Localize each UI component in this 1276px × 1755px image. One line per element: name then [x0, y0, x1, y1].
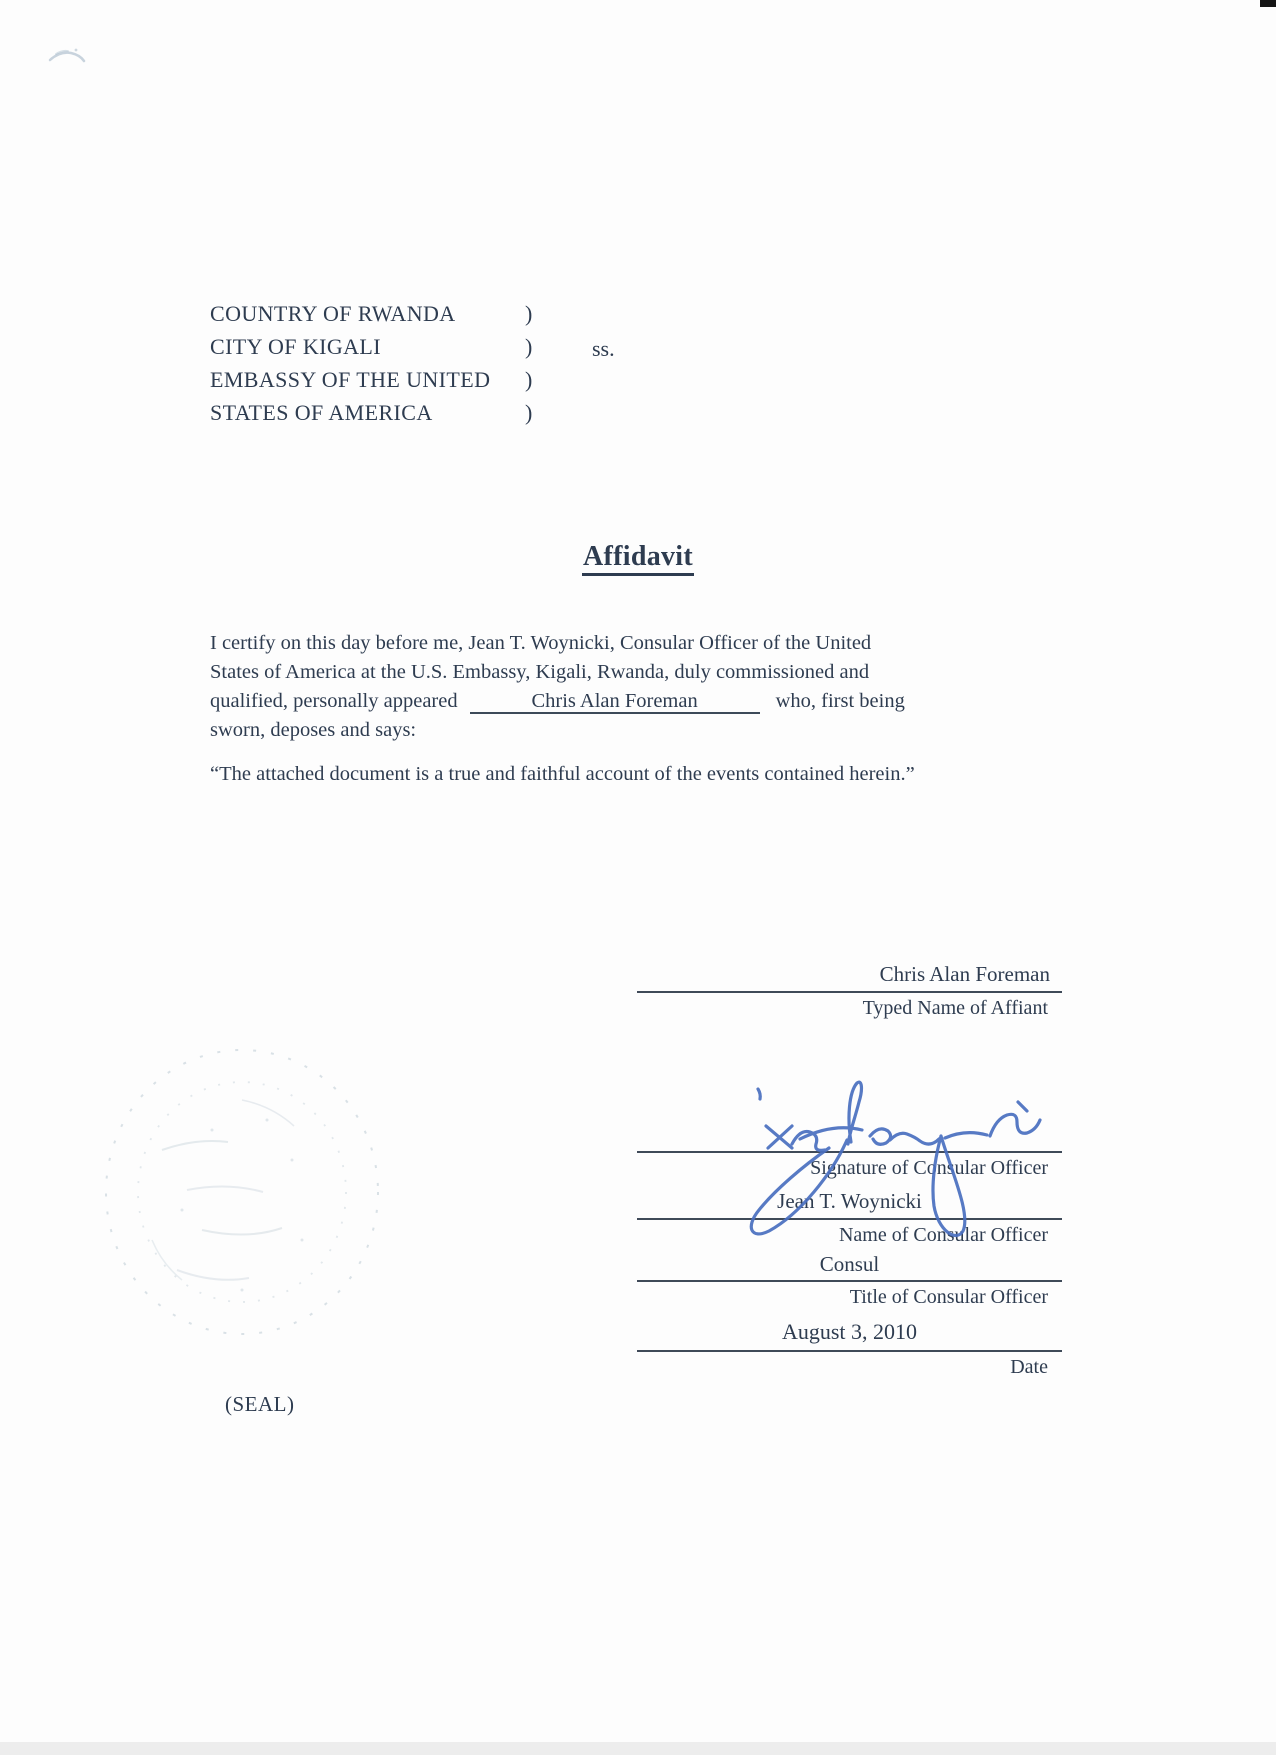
ss-label: ss.: [592, 336, 615, 361]
scanner-corner-mark: [1260, 0, 1276, 7]
date-caption: Date: [1010, 1356, 1048, 1378]
venue-label: CITY OF KIGALI: [210, 334, 381, 359]
officer-name-line: [637, 1218, 1062, 1220]
venue-row-country: [210, 301, 533, 334]
typed-name-line: [637, 991, 1062, 993]
paragraph-line-2: States of America at the U.S. Embassy, Kigali, Rwanda, duly commissioned and: [210, 661, 870, 683]
venue-paren: ): [525, 334, 533, 359]
scan-smudge-mark: [46, 38, 90, 72]
venue-block: [210, 301, 533, 433]
venue-row-states: [210, 400, 533, 433]
typed-name-caption: Typed Name of Affiant: [862, 997, 1048, 1019]
page-title: [0, 541, 1276, 573]
affiant-name: Chris Alan Foreman: [531, 690, 698, 712]
scanner-bottom-edge: [0, 1742, 1276, 1755]
paragraph-line-3-after: who, first being: [775, 690, 905, 712]
seal-label: (SEAL): [225, 1392, 295, 1416]
paragraph-line-1: I certify on this day before me, Jean T. Woynicki, Consular Officer of the United: [210, 632, 872, 654]
date-value: August 3, 2010: [781, 1319, 918, 1344]
signature-line: [637, 1151, 1062, 1153]
embossed-seal: [92, 1030, 392, 1360]
officer-name-caption: Name of Consular Officer: [838, 1224, 1048, 1246]
venue-label: COUNTRY OF RWANDA: [210, 301, 456, 326]
venue-label: STATES OF AMERICA: [210, 400, 433, 425]
officer-title-caption: Title of Consular Officer: [849, 1286, 1048, 1308]
affiant-name-blank: [470, 690, 760, 714]
paragraph-line-3: [210, 687, 905, 716]
officer-title-value: Consul: [819, 1252, 880, 1276]
statement-paragraph: “The attached document is a true and faithful account of the events contained herein.”: [210, 763, 915, 785]
paragraph-line-4: sworn, deposes and says:: [210, 719, 417, 741]
officer-title-line: [637, 1280, 1062, 1282]
date-line: [637, 1350, 1062, 1352]
venue-paren: ): [525, 301, 533, 326]
venue-paren: ): [525, 400, 533, 425]
officer-name-value: Jean T. Woynicki: [777, 1189, 922, 1213]
venue-row-city: [210, 334, 533, 367]
signature-caption: Signature of Consular Officer: [810, 1157, 1048, 1179]
venue-paren: ): [525, 367, 533, 392]
typed-name-value: Chris Alan Foreman: [879, 962, 1050, 986]
certify-paragraph: [210, 629, 905, 745]
venue-label: EMBASSY OF THE UNITED: [210, 367, 491, 392]
paragraph-line-3-before: qualified, personally appeared: [210, 690, 458, 712]
page-title-text: Affidavit: [582, 541, 694, 576]
venue-row-embassy: [210, 367, 533, 400]
